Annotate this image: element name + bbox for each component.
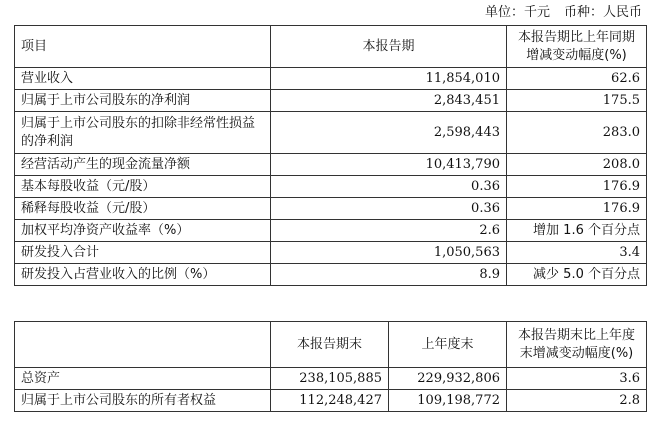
row-change: 176.9 [507, 198, 647, 220]
table-row [15, 90, 647, 112]
balance-sheet-table [14, 321, 647, 412]
quarterly-financials-table [14, 25, 647, 286]
col-header-current-end: 本报告期末 [271, 322, 389, 368]
table-row [15, 68, 647, 90]
table-row [15, 112, 647, 154]
table-header-row [15, 26, 647, 68]
col-header-change: 本报告期末比上年度末增减变动幅度(%) [507, 322, 647, 368]
row-item: 总资产 [15, 368, 271, 390]
row-current-end: 112,248,427 [271, 390, 389, 412]
row-change: 175.5 [507, 90, 647, 112]
col-header-prior-end: 上年度末 [389, 322, 507, 368]
row-current: 10,413,790 [271, 154, 507, 176]
row-change: 3.6 [507, 368, 647, 390]
row-change: 176.9 [507, 176, 647, 198]
row-change: 3.4 [507, 242, 647, 264]
row-current: 0.36 [271, 176, 507, 198]
table-row [15, 198, 647, 220]
row-current: 8.9 [271, 264, 507, 286]
row-current: 2,843,451 [271, 90, 507, 112]
row-change: 208.0 [507, 154, 647, 176]
row-current: 0.36 [271, 198, 507, 220]
row-item: 归属于上市公司股东的净利润 [15, 90, 271, 112]
row-current: 1,050,563 [271, 242, 507, 264]
row-change: 增加 1.6 个百分点 [507, 220, 647, 242]
row-change: 283.0 [507, 112, 647, 154]
currency-label: 币种：人民币 [563, 5, 642, 20]
unit-currency-line [485, 3, 642, 23]
col-header-change: 本报告期比上年同期增减变动幅度(%) [507, 26, 647, 68]
table-row [15, 242, 647, 264]
row-item: 研发投入占营业收入的比例（%） [15, 264, 271, 286]
row-item: 基本每股收益（元/股） [15, 176, 271, 198]
row-change: 减少 5.0 个百分点 [507, 264, 647, 286]
row-change: 2.8 [507, 390, 647, 412]
row-item: 研发投入合计 [15, 242, 271, 264]
row-change: 62.6 [507, 68, 647, 90]
col-header-item [15, 322, 271, 368]
col-header-current: 本报告期 [271, 26, 507, 68]
table-row [15, 264, 647, 286]
row-prior-end: 229,932,806 [389, 368, 507, 390]
table-header-row [15, 322, 647, 368]
row-item: 加权平均净资产收益率（%） [15, 220, 271, 242]
row-current: 2.6 [271, 220, 507, 242]
col-header-item: 项目 [15, 26, 271, 68]
row-item: 稀释每股收益（元/股） [15, 198, 271, 220]
row-current: 2,598,443 [271, 112, 507, 154]
table-row [15, 176, 647, 198]
unit-label: 单位：千元 [484, 5, 550, 20]
table-row [15, 220, 647, 242]
row-current: 11,854,010 [271, 68, 507, 90]
table-row [15, 154, 647, 176]
row-item: 营业收入 [15, 68, 271, 90]
row-item: 归属于上市公司股东的扣除非经常性损益的净利润 [15, 112, 271, 154]
row-item: 经营活动产生的现金流量净额 [15, 154, 271, 176]
row-item: 归属于上市公司股东的所有者权益 [15, 390, 271, 412]
table-row [15, 390, 647, 412]
row-current-end: 238,105,885 [271, 368, 389, 390]
table-row [15, 368, 647, 390]
row-prior-end: 109,198,772 [389, 390, 507, 412]
